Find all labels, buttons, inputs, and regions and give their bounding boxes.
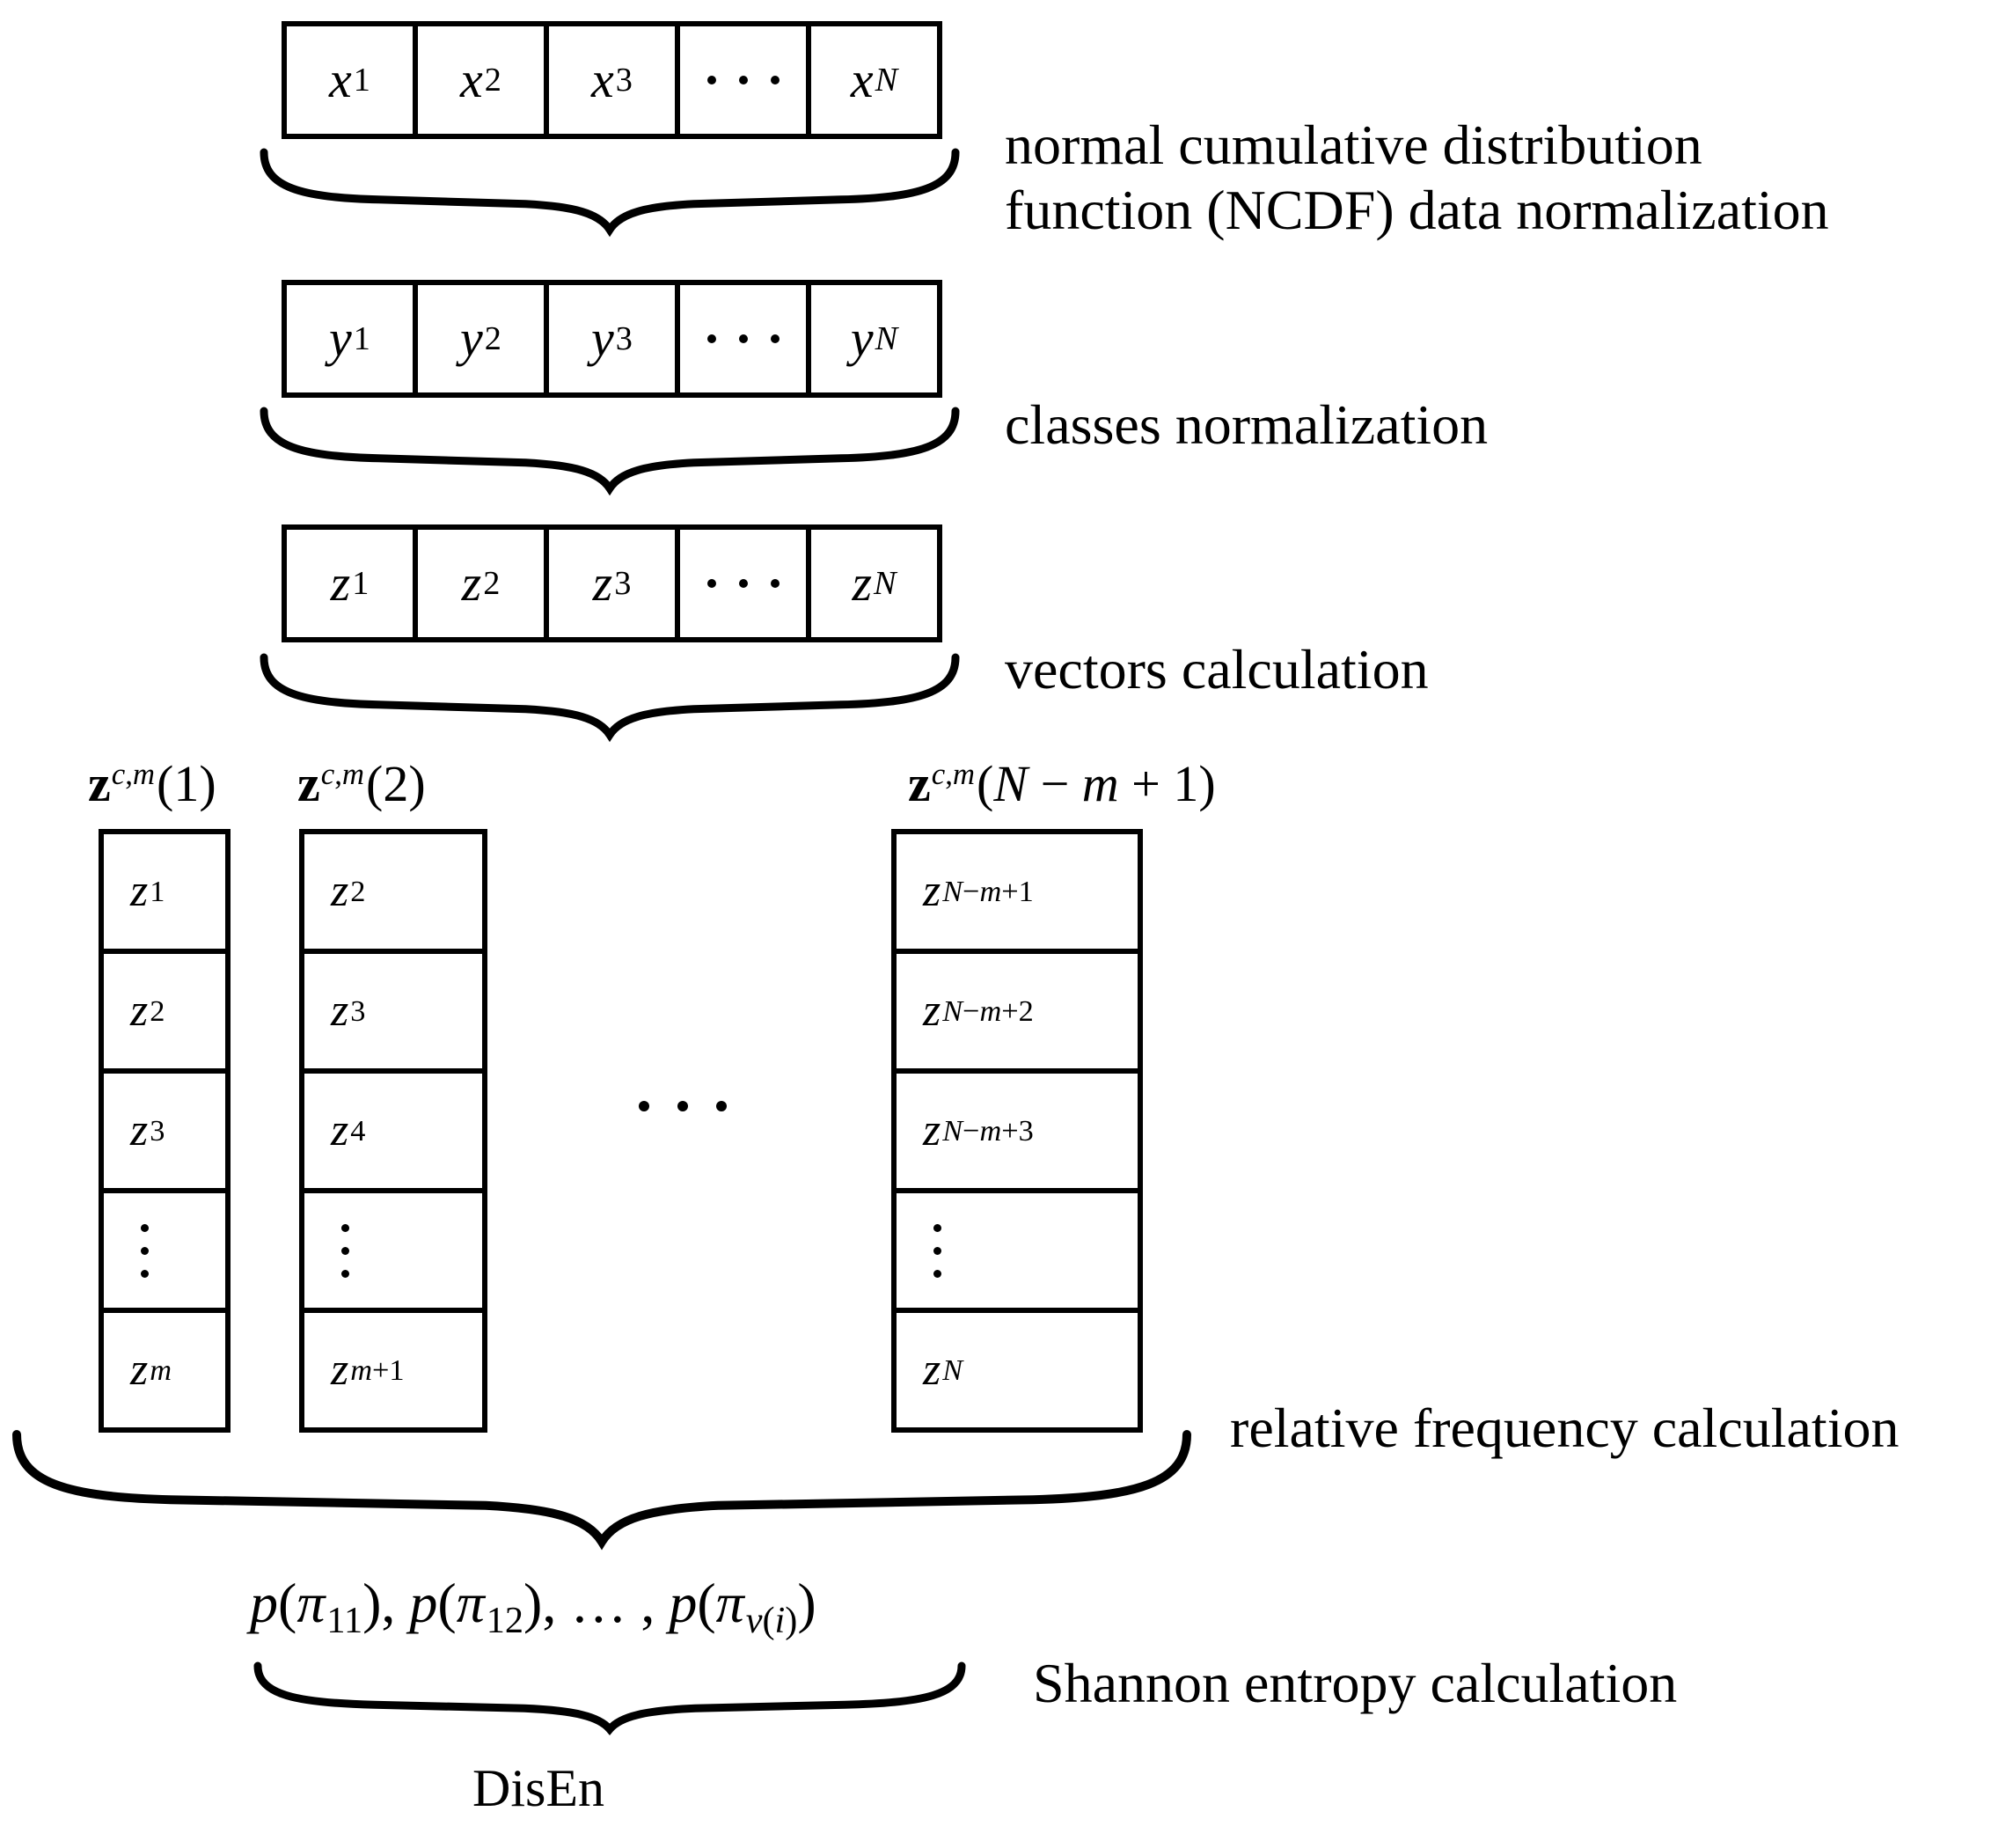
horizontal-ellipsis-cell bbox=[675, 524, 811, 642]
vertical-ellipsis-cell bbox=[299, 1188, 487, 1313]
sequence-cell: z 4 bbox=[299, 1068, 487, 1193]
sequence-cell: z N−m+1 bbox=[891, 829, 1143, 954]
sequence-cell: z 1 bbox=[282, 524, 418, 642]
sequence-cell: z 3 bbox=[299, 949, 487, 1074]
vector-column-3 bbox=[891, 829, 1143, 1433]
shannon-label bbox=[1033, 1651, 1677, 1716]
ncdf-brace bbox=[260, 148, 960, 234]
label-line: relative frequency calculation bbox=[1230, 1397, 1900, 1459]
label-line: Shannon entropy calculation bbox=[1033, 1652, 1678, 1714]
sequence-cell: z 2 bbox=[299, 829, 487, 954]
sequence-cell: z 2 bbox=[99, 949, 231, 1074]
columns-horizontal-ellipsis bbox=[639, 1100, 727, 1116]
classes-label bbox=[1005, 392, 1488, 458]
sequence-cell: z 3 bbox=[544, 524, 680, 642]
sequence-cell: z N−m+2 bbox=[891, 949, 1143, 1074]
vector-column-1 bbox=[99, 829, 231, 1433]
relative-frequency-label bbox=[1230, 1396, 1899, 1461]
horizontal-ellipsis-dots bbox=[707, 579, 780, 588]
sequence-cell: y 3 bbox=[544, 280, 680, 398]
ncdf-label bbox=[1005, 113, 1829, 243]
z-sequence-row bbox=[282, 524, 942, 642]
label-line: vectors calculation bbox=[1005, 638, 1429, 700]
horizontal-ellipsis-dots bbox=[639, 1101, 727, 1111]
relative-frequency-brace bbox=[12, 1430, 1191, 1546]
horizontal-ellipsis-cell bbox=[675, 21, 811, 139]
shannon-brace bbox=[253, 1661, 966, 1734]
label-line: function (NCDF) data normalization bbox=[1005, 179, 1829, 241]
vertical-ellipsis-dots bbox=[933, 1224, 941, 1278]
vectors-brace bbox=[260, 653, 960, 739]
horizontal-ellipsis-cell bbox=[675, 280, 811, 398]
vector-header-3: $z^{c,m}(N - m + 1)$ bbox=[908, 755, 1216, 812]
y-sequence-row bbox=[282, 280, 942, 398]
sequence-cell: y 1 bbox=[282, 280, 418, 398]
sequence-cell: x 2 bbox=[413, 21, 549, 139]
probability-formula: $p(\pi_{11})$, $p(\pi_{12})$, … , $p(\pi_{v(i)})$ bbox=[250, 1572, 816, 1641]
sequence-cell: z m bbox=[99, 1308, 231, 1433]
label-line: classes normalization bbox=[1005, 393, 1489, 456]
sequence-cell: z N bbox=[806, 524, 942, 642]
sequence-cell: z m+1 bbox=[299, 1308, 487, 1433]
vector-column-2 bbox=[299, 829, 487, 1433]
vertical-ellipsis-cell bbox=[891, 1188, 1143, 1313]
classes-brace bbox=[260, 407, 960, 493]
vertical-ellipsis-cell bbox=[99, 1188, 231, 1313]
sequence-cell: z N bbox=[891, 1308, 1143, 1433]
vertical-ellipsis-dots bbox=[141, 1224, 149, 1278]
disen-result-label: DisEn bbox=[472, 1759, 604, 1817]
sequence-cell: z 1 bbox=[99, 829, 231, 954]
sequence-cell: x N bbox=[806, 21, 942, 139]
vectors-label bbox=[1005, 637, 1429, 702]
sequence-cell: x 1 bbox=[282, 21, 418, 139]
label-line: normal cumulative distribution bbox=[1005, 114, 1702, 176]
sequence-cell: z 3 bbox=[99, 1068, 231, 1193]
vector-header-2: $z^{c,m}(2)$ bbox=[297, 755, 426, 812]
sequence-cell: x 3 bbox=[544, 21, 680, 139]
sequence-cell: y N bbox=[806, 280, 942, 398]
horizontal-ellipsis-dots bbox=[707, 76, 780, 84]
x-sequence-row bbox=[282, 21, 942, 139]
vector-header-1: $z^{c,m}(1)$ bbox=[88, 755, 216, 812]
horizontal-ellipsis-dots bbox=[707, 334, 780, 343]
sequence-cell: y 2 bbox=[413, 280, 549, 398]
sequence-cell: z 2 bbox=[413, 524, 549, 642]
vertical-ellipsis-dots bbox=[341, 1224, 349, 1278]
sequence-cell: z N−m+3 bbox=[891, 1068, 1143, 1193]
